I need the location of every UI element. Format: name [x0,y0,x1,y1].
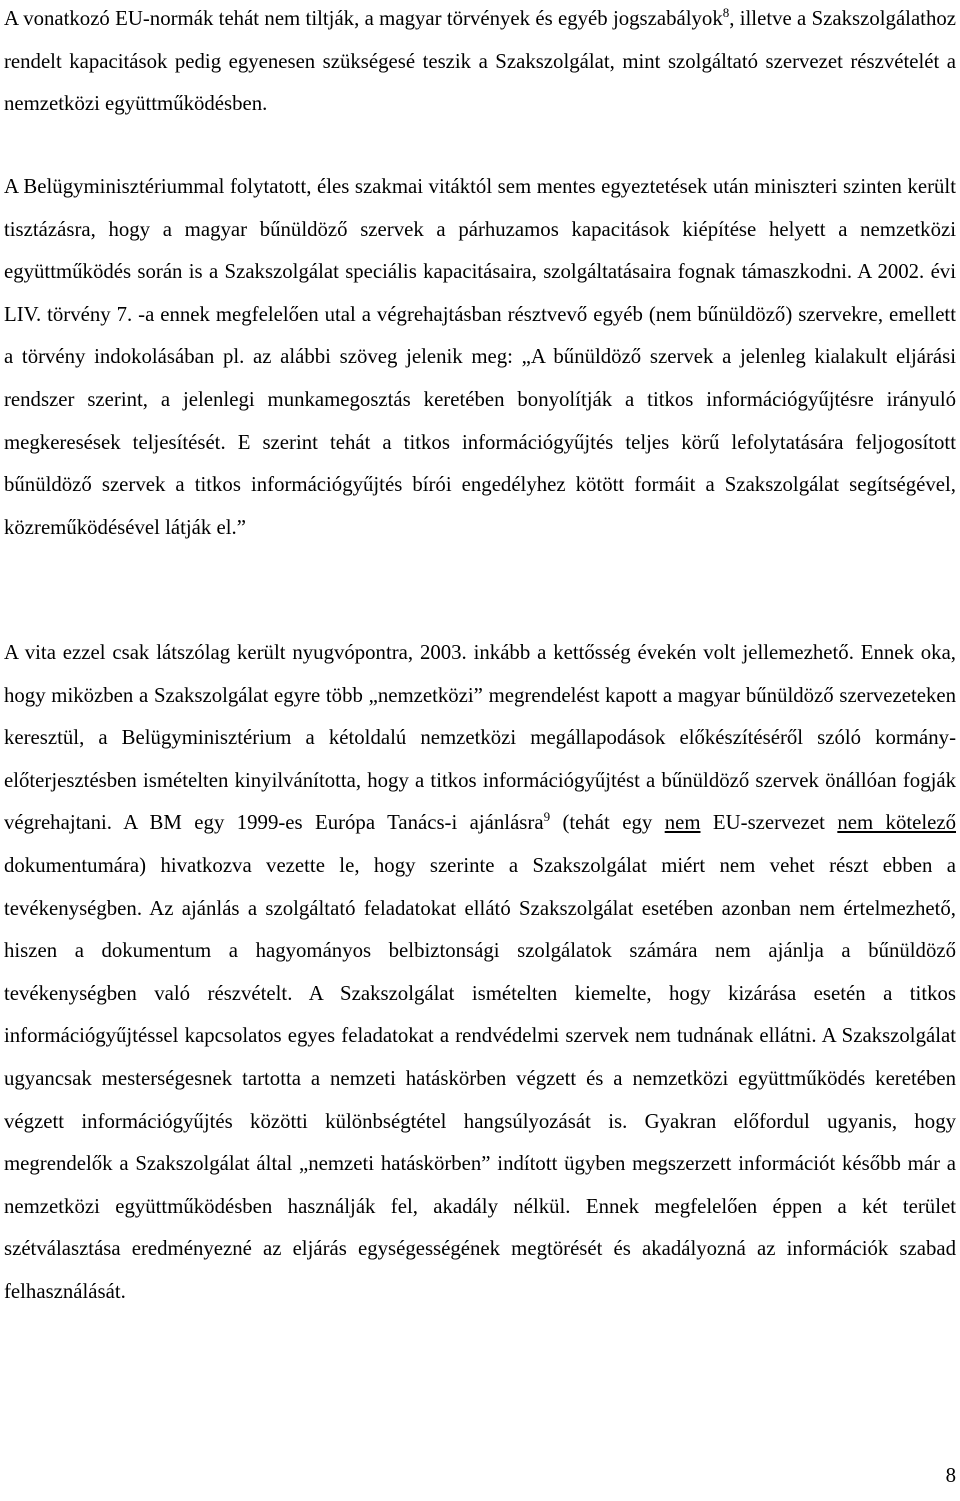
underlined-text: nem [664,811,701,835]
paragraph-text: dokumentumára) hivatkozva vezette le, hogy szerinte a Szakszolgálat miért nem vehet részt ebben a tevékenységben. Az ajánlás a szolgáltató feladatokat ellátó Szakszolgálat esetében azonban nem értelmezhető, hiszen a dokumentum a hagyományos belbiztonsági szolgálatok számára nem ajánlja a bűnüldöző tevékenységben való részvételt. A Szakszolgálat ismételten kiemelte, hogy kizárása esetén a titkos információgyűjtéssel kapcsolatos egyes feladatokat a rendvédelmi szervek nem tudnának ellátni. A Szakszolgálat ugyancsak mesterségesnek tartotta a nemzeti hatáskörben végzett és a nemzetközi együttműködés keretében végzett információgyűjtés közötti különbségtétel hangsúlyozását is. Gyakran előfordul ugyanis, hogy megrendelők a Szakszolgálat által „nemzeti hatáskörben” indított ügyben megszerzett információt később már a nemzetközi együttműködésben használják fel, akadály nélkül. Ennek megfelelően éppen a két terület szétválasztása eredményezné az eljárás egységességének megtörését és akadályozná az információk szabad felhasználását. [4,853,956,1303]
paragraph-text: A vita ezzel csak látszólag került nyugvópontra, 2003. inkább a kettősség évekén volt jellemezhető. Ennek oka, hogy miközben a Szakszolgálat egyre több „nemzetközi” megrendelést kapott a magyar bűnüldöző szervezeteken keresztül, a Belügyminisztérium a kétoldalú nemzetközi megállapodások előkészítéséről szóló kormány-előterjesztésben ismételten kinyilvánította, hogy a titkos információgyűjtést a bűnüldöző szervek önállóan fogják végrehajtani. A BM egy 1999-es Európa Tanács-i ajánlásra [4,641,956,835]
paragraph-dispute [4,632,956,1314]
paragraph-text: (tehát egy [550,811,665,835]
paragraph-text: , illetve a Szakszolgálathoz rendelt kapacitások pedig egyenesen szükségesé teszik a Szakszolgálat, mint szolgáltató szervezet részvételét a nemzetközi együttműködésben. [4,7,956,116]
page-number: 8 [945,1464,956,1487]
underlined-text: nem kötelező [837,811,956,835]
paragraph-ministry-negotiations: A Belügyminisztériummal folytatott, éles szakmai vitáktól sem mentes egyeztetések után miniszteri szinten került tisztázásra, hogy a magyar bűnüldöző szervek a párhuzamos kapacitások kiépítése helyett a nemzetközi együttműködés során is a Szakszolgálat speciális kapacitásaira, szolgáltatásaira fognak támaszkodni. A 2002. évi LIV. törvény 7. -a ennek megfelelően utal a végrehajtásban résztvevő egyéb (nem bűnüldöző) szervekre, emellett a törvény indokolásában pl. az alábbi szöveg jelenik meg: „A bűnüldöző szervek a jelenleg kialakult eljárási rendszer szerint, a jelenlegi munkamegosztás keretében bonyolítják a titkos információgyűjtésre irányuló megkeresések teljesítését. E szerint tehát a titkos információgyűjtés teljes körű lefolytatására feljogosított bűnüldöző szervek a titkos információgyűjtés bírói engedélyhez kötött formáit a Szakszolgálat segítségével, közreműködésével látják el.” [4,175,956,539]
paragraph-eu-norms [4,0,956,126]
footnote-ref-9[interactable]: 9 [543,809,551,825]
paragraph-text: EU-szervezet [700,811,838,835]
paragraph-text: A vonatkozó EU-normák tehát nem tiltják, a magyar törvények és egyéb jogszabályok [4,7,723,30]
footnote-ref-8[interactable]: 8 [722,5,730,21]
